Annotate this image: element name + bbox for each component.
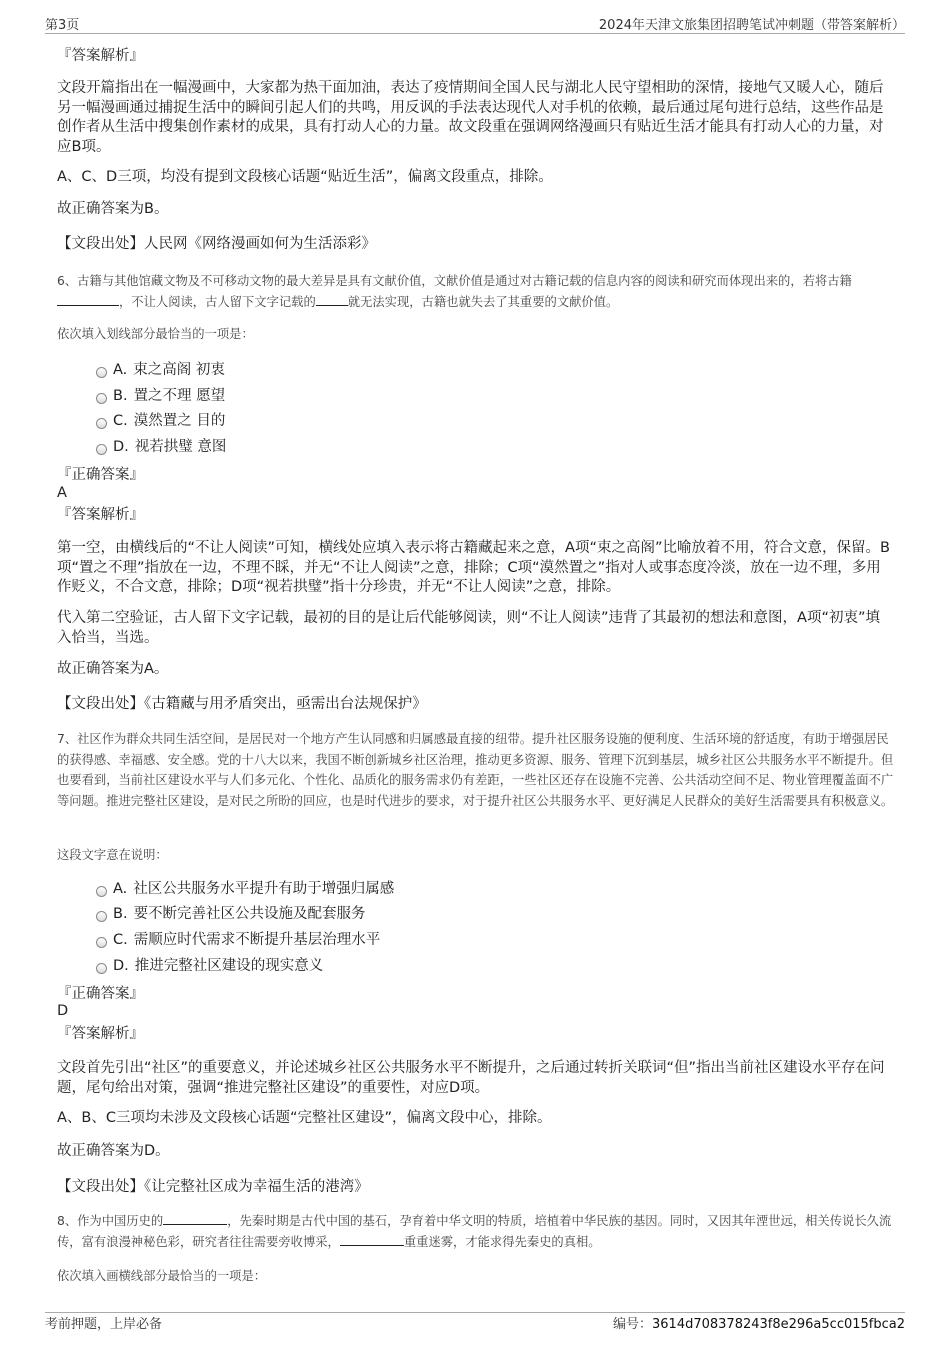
source-label: 【文段出处】 xyxy=(57,696,144,712)
source xyxy=(57,695,893,715)
question-7-stem: 7、社区作为群众共同生活空间，是居民对一个地方产生认同感和归属感最直接的纽带。提升社区服务设施的便利度、生活环境的舒适度，有助于增强居民的获得感、幸福感、安全感。党的十八大以来，我国不断创新城乡社区治理，推动更多资源、服务、管理下沉到基层，城乡社区公共服务水平不断提升。但也要看到，当前社区建设水平与人们多元化、个性化、品质化的服务需求仍有差距，一些社区还存在设施不完善、公共活动空间不足、物业管理覆盖面不广等问题。推进完整社区建设，是对民之所盼的回应，也是时代进步的要求，对于提升社区公共服务水平、更好满足人民群众的美好生活需要具有积极意义。 xyxy=(57,732,894,808)
blank xyxy=(316,293,348,306)
option-b[interactable]: B. 要不断完善社区公共设施及配套服务 xyxy=(96,904,366,924)
source-label: 【文段出处】 xyxy=(57,1179,144,1195)
blank xyxy=(57,293,119,306)
correct-answer: D xyxy=(57,1003,69,1019)
correct-answer-label: 『正确答案』 xyxy=(57,467,144,483)
radio-icon[interactable] xyxy=(96,911,107,922)
radio-icon[interactable] xyxy=(96,367,107,378)
option-a[interactable]: A. 束之高阁 初衷 xyxy=(96,360,225,380)
option-c[interactable]: C. 需顺应时代需求不断提升基层治理水平 xyxy=(96,930,380,950)
analysis-paragraph: 第一空，由横线后的“不让人阅读”可知，横线处应填入表示将古籍藏起来之意，A项“束之高阁”比喻放着不用，符合文意，保留。B项“置之不理”指放在一边，不理不睬，并无“不让人阅读”之意，排除；C项“漠然置之”指对人或事态度冷淡，放在一边不理，多用作贬义，不合文意，排除；D项“视若拱璧”指十分珍贵，并无“不让人阅读”之意，排除。 xyxy=(57,540,890,595)
footer-slogan: 考前押题，上岸必备 xyxy=(45,1317,163,1332)
analysis-paragraph: A、C、D三项，均没有提到文段核心话题“贴近生活”，偏离文段重点，排除。 xyxy=(57,169,553,185)
analysis-paragraph: 文段开篇指出在一幅漫画中，大家都为热干面加油，表达了疫情期间全国人民与湖北人民守望相助的深情，接地气又暖人心，随后另一幅漫画通过捕捉生活中的瞬间引起人们的共鸣，用反讽的手法表达现代人对手机的依赖，最后通过尾句进行总结，这些作品是创作者从生活中搜集创作素材的成果，具有打动人心的力量。故文段重在强调网络漫画只有贴近生活才能具有打动人心的力量，对应B项。 xyxy=(57,80,884,155)
footer-code xyxy=(613,1313,905,1332)
option-c[interactable]: C. 漠然置之 目的 xyxy=(96,411,225,431)
option-d[interactable]: D. 推进完整社区建设的现实意义 xyxy=(96,956,323,976)
analysis-paragraph: 代入第二空验证，古人留下文字记载，最初的目的是让后代能够阅读，则“不让人阅读”违背了其最初的想法和意图，A项“初衷”填入恰当，当选。 xyxy=(57,610,880,646)
source-text: 《让完整社区成为幸福生活的港湾》 xyxy=(144,1179,369,1195)
code-label: 编号： xyxy=(612,1317,652,1332)
question-prompt: 依次填入划线部分最恰当的一项是： xyxy=(57,327,254,341)
question-prompt: 依次填入画横线部分最恰当的一项是： xyxy=(57,1269,267,1283)
source xyxy=(57,1178,893,1198)
analysis-paragraph: 文段首先引出“社区”的重要意义，并论述城乡社区公共服务水平不断提升，之后通过转折关联词“但”指出当前社区建设水平存在问题，尾句给出对策，强调“推进完整社区建设”的重要性，对应D项。 xyxy=(57,1060,885,1096)
correct-answer-label: 『正确答案』 xyxy=(57,986,144,1002)
conclusion: 故正确答案为A。 xyxy=(57,661,169,677)
radio-icon[interactable] xyxy=(96,444,107,455)
radio-icon[interactable] xyxy=(96,886,107,897)
analysis-label: 『答案解析』 xyxy=(57,48,144,64)
correct-answer: A xyxy=(57,485,67,501)
option-a[interactable]: A. 社区公共服务水平提升有助于增强归属感 xyxy=(96,879,394,899)
header-divider xyxy=(45,33,905,34)
analysis-label: 『答案解析』 xyxy=(57,1026,144,1042)
radio-icon[interactable] xyxy=(96,963,107,974)
source xyxy=(57,235,893,255)
page-number: 第3页 xyxy=(45,18,80,33)
option-d[interactable]: D. 视若拱璧 意图 xyxy=(96,437,226,457)
source-text: 《古籍藏与用矛盾突出，亟需出台法规保护》 xyxy=(144,696,427,712)
blank xyxy=(340,1233,404,1246)
document-title: 2024年天津文旅集团招聘笔试冲刺题（带答案解析） xyxy=(598,18,905,33)
source-label: 【文段出处】 xyxy=(57,236,144,252)
radio-icon[interactable] xyxy=(96,937,107,948)
radio-icon[interactable] xyxy=(96,393,107,404)
code-value: 3614d708378243f8e296a5cc015fbca2 xyxy=(652,1317,905,1332)
analysis-paragraph: A、B、C三项均未涉及文段核心话题“完整社区建设”，偏离文段中心，排除。 xyxy=(57,1110,552,1126)
question-8-stem: 8、作为中国历史的 ，先秦时期是古代中国的基石，孕育着中华文明的特质，培植着中华民族的基因。同时，又因其年湮世远，相关传说长久流传，富有浪漫神秘色彩，研究者往往需要旁收博采， 重重迷雾，才能求得先秦史的真相。 xyxy=(57,1214,892,1249)
conclusion: 故正确答案为D。 xyxy=(57,1143,170,1159)
source-text: 人民网《网络漫画如何为生活添彩》 xyxy=(144,236,376,252)
blank xyxy=(163,1212,227,1225)
question-prompt: 这段文字意在说明： xyxy=(57,848,168,862)
option-b[interactable]: B. 置之不理 愿望 xyxy=(96,386,225,406)
question-6-stem: 6、古籍与其他馆藏文物及不可移动文物的最大差异是具有文献价值，文献价值是通过对古籍记载的信息内容的阅读和研究而体现出来的，若将古籍，不让人阅读，古人留下文字记载的 就无法实现，古籍也就失去了其重要的文献价值。 xyxy=(57,274,852,309)
analysis-label: 『答案解析』 xyxy=(57,507,144,523)
radio-icon[interactable] xyxy=(96,418,107,429)
conclusion: 故正确答案为B。 xyxy=(57,201,169,217)
